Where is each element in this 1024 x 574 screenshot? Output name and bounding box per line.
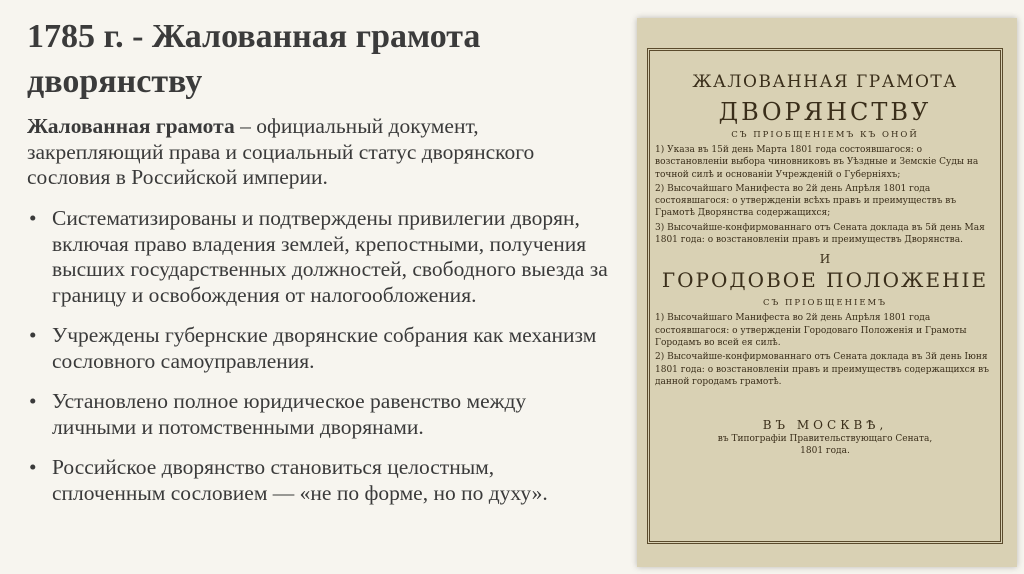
slide-title: 1785 г. - Жалованная грамота дворянству bbox=[27, 18, 481, 100]
definition-paragraph bbox=[27, 114, 607, 191]
doc-subheading-1: СЪ ПРІОБЩЕНІЕМЪ КЪ ОНОЙ bbox=[731, 130, 919, 140]
bullet-item-privileges: • Систематизированы и подтверждены привилегии дворян, включая право владения землей, крепостными, получения высших государственных должностей, свободного выезда за границу и освобождения от налогообложения. bbox=[27, 206, 612, 308]
doc-and: И bbox=[819, 252, 831, 267]
document-text bbox=[655, 66, 995, 458]
doc-printer: въ Типографіи Правительствующаго Сената, bbox=[717, 434, 933, 445]
definition-term: Жалованная грамота bbox=[27, 114, 235, 138]
bullet-list bbox=[27, 206, 612, 521]
definition-text: – официальный документ, закрепляющий права и социальный статус дворянского сословия в Российской империи. bbox=[27, 114, 535, 189]
bullet-item-equality: • Установлено полное юридическое равенство между личными и потомственными дворянами. bbox=[27, 389, 612, 440]
bullet-item-unity: • Российское дворянство становиться целостным, сплоченным сословием — «не по форме, но по духу». bbox=[27, 455, 612, 506]
doc-item: 2) Высочайшаго Манифеста во 2й день Апрѣля 1801 года состоявшагося: о утвержденіи всѣхъ правъ и преимуществъ въ Грамотѣ Дворянства содержащихся; bbox=[655, 183, 957, 219]
doc-city: ВЪ МОСКВѢ, bbox=[762, 418, 888, 433]
doc-item: 1) Указа въ 15й день Марта 1801 года состоявшагося: о возстановленіи выбора чиновниковъ въ Уѣздные и Земскіе Суды на точной силѣ и основаніи Учрежденій о Губерніяхъ; bbox=[655, 145, 979, 180]
doc-heading-nobility: ДВОРЯНСТВУ bbox=[718, 98, 932, 126]
doc-subheading-2: СЪ ПРІОБЩЕНІЕМЪ bbox=[763, 298, 887, 309]
doc-item: 3) Высочайше-конфирмованнаго отъ Сената доклада въ 5й день Мая 1801 года: о возстановленіи правъ и преимуществъ Дворянства. bbox=[655, 222, 985, 246]
doc-heading-city-statute: ГОРОДОВОЕ ПОЛОЖЕНІЕ bbox=[661, 268, 989, 293]
doc-item: 2) Высочайше-конфирмованнаго отъ Сената доклада въ 3й день Іюня 1801 года: о возстановленіи правъ и преимуществъ содержащихся въ данной городамъ грамотѣ. bbox=[655, 352, 989, 387]
bullet-item-assemblies: • Учреждены губернские дворянские собрания как механизм сословного самоуправления. bbox=[27, 323, 612, 374]
doc-heading-charter: ЖАЛОВАННАЯ ГРАМОТА bbox=[692, 72, 958, 92]
doc-item: 1) Высочайшаго Манифеста во 2й день Апрѣля 1801 года состоявшагося: о утвержденіи Городоваго Положенія и Грамоты Городамъ во всей ея силѣ. bbox=[655, 313, 967, 348]
charter-document-image bbox=[637, 18, 1017, 567]
doc-year: 1801 года. bbox=[800, 446, 850, 457]
